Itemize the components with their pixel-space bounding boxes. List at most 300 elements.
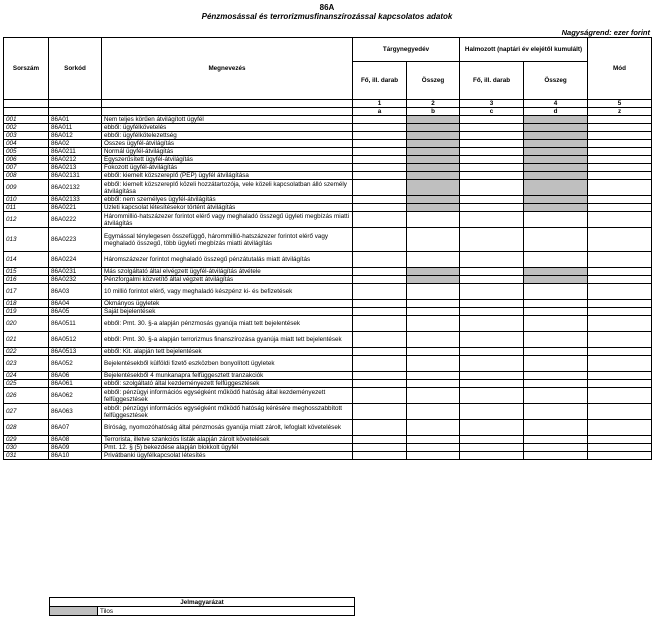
row-sorkod: 86A0221 bbox=[49, 204, 102, 212]
value-cell[interactable] bbox=[588, 388, 652, 404]
page-title: Pénzmosással és terrorizmusfinanszírozással kapcsolatos adatok bbox=[201, 12, 453, 21]
row-sorkod: 86A0222 bbox=[49, 212, 102, 228]
row-sorkod: 86A0512 bbox=[49, 332, 102, 348]
table-row bbox=[4, 172, 652, 180]
row-sorkod: 86A052 bbox=[49, 356, 102, 372]
table-row bbox=[4, 300, 652, 308]
legend-swatch-forbidden bbox=[50, 607, 98, 616]
value-cell[interactable] bbox=[588, 228, 652, 252]
value-cell[interactable] bbox=[524, 116, 588, 124]
value-cell[interactable] bbox=[353, 380, 407, 388]
col-header-osszeg-1: Összeg bbox=[407, 62, 460, 100]
value-cell[interactable] bbox=[353, 204, 407, 212]
value-cell[interactable] bbox=[588, 444, 652, 452]
value-cell[interactable] bbox=[353, 132, 407, 140]
value-cell[interactable] bbox=[407, 252, 460, 268]
row-name: ebből: pénzügyi információs egységként működő hatóság kérésére meghosszabbított felfüggesztések bbox=[102, 404, 353, 420]
value-cell[interactable] bbox=[524, 332, 588, 348]
value-cell[interactable] bbox=[460, 300, 524, 308]
value-cell[interactable] bbox=[407, 132, 460, 140]
col-number: 5 bbox=[588, 100, 652, 108]
row-sorszam: 018 bbox=[4, 300, 49, 308]
value-cell[interactable] bbox=[588, 332, 652, 348]
value-cell[interactable] bbox=[524, 388, 588, 404]
value-cell[interactable] bbox=[588, 380, 652, 388]
value-cell[interactable] bbox=[460, 316, 524, 332]
value-cell[interactable] bbox=[407, 196, 460, 204]
row-sorszam: 023 bbox=[4, 356, 49, 372]
table-row bbox=[4, 380, 652, 388]
table-row bbox=[4, 124, 652, 132]
value-cell[interactable] bbox=[407, 204, 460, 212]
value-cell[interactable] bbox=[524, 372, 588, 380]
table-row bbox=[4, 268, 652, 276]
table-row bbox=[4, 180, 652, 196]
value-cell[interactable] bbox=[588, 124, 652, 132]
row-sorszam: 014 bbox=[4, 252, 49, 268]
value-cell[interactable] bbox=[588, 316, 652, 332]
value-cell[interactable] bbox=[407, 156, 460, 164]
value-cell[interactable] bbox=[460, 180, 524, 196]
col-letter: b bbox=[407, 108, 460, 116]
row-sorkod: 86A01 bbox=[49, 116, 102, 124]
data-table bbox=[3, 37, 652, 460]
row-sorszam: 028 bbox=[4, 420, 49, 436]
row-sorkod: 86A09 bbox=[49, 444, 102, 452]
col-header-halmozott: Halmozott (naptári év elejétől kumulált) bbox=[460, 38, 588, 62]
row-sorszam: 016 bbox=[4, 276, 49, 284]
value-cell[interactable] bbox=[353, 388, 407, 404]
value-cell[interactable] bbox=[588, 436, 652, 444]
value-cell[interactable] bbox=[588, 348, 652, 356]
table-row bbox=[4, 284, 652, 300]
value-cell[interactable] bbox=[524, 196, 588, 204]
row-sorkod: 86A0223 bbox=[49, 228, 102, 252]
value-cell[interactable] bbox=[353, 404, 407, 420]
row-sorkod: 86A02131 bbox=[49, 172, 102, 180]
row-sorkod: 86A063 bbox=[49, 404, 102, 420]
row-sorszam: 022 bbox=[4, 348, 49, 356]
value-cell[interactable] bbox=[460, 452, 524, 460]
table-row bbox=[4, 116, 652, 124]
value-cell[interactable] bbox=[524, 124, 588, 132]
value-cell[interactable] bbox=[353, 348, 407, 356]
value-cell[interactable] bbox=[353, 284, 407, 300]
row-sorszam: 010 bbox=[4, 196, 49, 204]
value-cell[interactable] bbox=[524, 316, 588, 332]
value-cell[interactable] bbox=[460, 436, 524, 444]
col-letter: d bbox=[524, 108, 588, 116]
value-cell[interactable] bbox=[524, 308, 588, 316]
value-cell[interactable] bbox=[407, 452, 460, 460]
value-cell[interactable] bbox=[524, 420, 588, 436]
row-name: Saját bejelentések bbox=[102, 308, 353, 316]
table-row bbox=[4, 356, 652, 372]
value-cell[interactable] bbox=[407, 372, 460, 380]
table-code: 86A bbox=[319, 3, 335, 12]
value-cell[interactable] bbox=[588, 180, 652, 196]
row-sorszam: 007 bbox=[4, 164, 49, 172]
row-sorkod: 86A062 bbox=[49, 388, 102, 404]
row-name: Fokozott ügyfél-átvilágítás bbox=[102, 164, 353, 172]
table-row bbox=[4, 156, 652, 164]
value-cell[interactable] bbox=[407, 436, 460, 444]
value-cell[interactable] bbox=[407, 212, 460, 228]
value-cell[interactable] bbox=[353, 180, 407, 196]
value-cell[interactable] bbox=[460, 164, 524, 172]
row-sorszam: 008 bbox=[4, 172, 49, 180]
value-cell[interactable] bbox=[407, 164, 460, 172]
row-name: ebből: Pmt. 30. §-a alapján terrorizmus finanszírozása gyanúja miatt tett bejelentések bbox=[102, 332, 353, 348]
value-cell[interactable] bbox=[407, 404, 460, 420]
row-name: Pénzforgalmi közvetítő által végzett átvilágítás bbox=[102, 276, 353, 284]
unit-note: Nagyságrend: ezer forint bbox=[561, 28, 650, 37]
value-cell[interactable] bbox=[588, 156, 652, 164]
value-cell[interactable] bbox=[524, 444, 588, 452]
row-sorkod: 86A04 bbox=[49, 300, 102, 308]
row-sorszam: 006 bbox=[4, 156, 49, 164]
row-name: Privátbanki ügyfélkapcsolat létesítés bbox=[102, 452, 353, 460]
table-row bbox=[4, 132, 652, 140]
value-cell[interactable] bbox=[407, 316, 460, 332]
value-cell[interactable] bbox=[588, 372, 652, 380]
value-cell[interactable] bbox=[460, 348, 524, 356]
value-cell[interactable] bbox=[588, 172, 652, 180]
table-row bbox=[4, 196, 652, 204]
value-cell[interactable] bbox=[524, 212, 588, 228]
value-cell[interactable] bbox=[524, 252, 588, 268]
value-cell[interactable] bbox=[460, 252, 524, 268]
table-row bbox=[4, 212, 652, 228]
value-cell[interactable] bbox=[524, 276, 588, 284]
value-cell[interactable] bbox=[524, 164, 588, 172]
legend bbox=[49, 597, 355, 616]
col-header-sorszam: Sorszám bbox=[4, 38, 49, 100]
value-cell[interactable] bbox=[524, 156, 588, 164]
value-cell[interactable] bbox=[460, 148, 524, 156]
value-cell[interactable] bbox=[407, 116, 460, 124]
value-cell[interactable] bbox=[407, 348, 460, 356]
value-cell[interactable] bbox=[460, 156, 524, 164]
value-cell[interactable] bbox=[588, 132, 652, 140]
value-cell[interactable] bbox=[588, 204, 652, 212]
row-sorszam: 005 bbox=[4, 148, 49, 156]
value-cell[interactable] bbox=[407, 380, 460, 388]
value-cell[interactable] bbox=[407, 228, 460, 252]
row-name: ebből: ügyfélkövetelés bbox=[102, 124, 353, 132]
row-sorkod: 86A0513 bbox=[49, 348, 102, 356]
row-sorszam: 026 bbox=[4, 388, 49, 404]
row-name: Háromszázezer forintot meghaladó összegű pénzátutalás miatt átvilágítás bbox=[102, 252, 353, 268]
value-cell[interactable] bbox=[460, 372, 524, 380]
row-sorszam: 030 bbox=[4, 444, 49, 452]
col-header-targynegyedev: Tárgynegyedév bbox=[353, 38, 460, 62]
row-sorkod: 86A011 bbox=[49, 124, 102, 132]
col-number: 2 bbox=[407, 100, 460, 108]
row-name: Egyszerűsített ügyfél-átvilágítás bbox=[102, 156, 353, 164]
col-letter: a bbox=[353, 108, 407, 116]
value-cell[interactable] bbox=[588, 308, 652, 316]
value-cell[interactable] bbox=[524, 348, 588, 356]
value-cell[interactable] bbox=[353, 268, 407, 276]
row-sorszam: 013 bbox=[4, 228, 49, 252]
row-sorkod: 86A02133 bbox=[49, 196, 102, 204]
row-sorkod: 86A03 bbox=[49, 284, 102, 300]
row-name: ebből: ügyfélkötelezettség bbox=[102, 132, 353, 140]
row-sorszam: 027 bbox=[4, 404, 49, 420]
row-sorkod: 86A0213 bbox=[49, 164, 102, 172]
value-cell[interactable] bbox=[407, 172, 460, 180]
value-cell[interactable] bbox=[353, 356, 407, 372]
value-cell[interactable] bbox=[588, 452, 652, 460]
col-header-mod: Mód bbox=[588, 38, 652, 100]
col-header-fo-1: Fő, ill. darab bbox=[353, 62, 407, 100]
value-cell[interactable] bbox=[460, 196, 524, 204]
value-cell[interactable] bbox=[353, 332, 407, 348]
table-row bbox=[4, 148, 652, 156]
row-name: Egymással ténylegesen összefüggő, hárommillió-hatszázezer forintot elérő vagy meghaladó összegű, több ügyleti megbízás miatti átvilágítás bbox=[102, 228, 353, 252]
value-cell[interactable] bbox=[524, 452, 588, 460]
value-cell[interactable] bbox=[407, 308, 460, 316]
value-cell[interactable] bbox=[353, 452, 407, 460]
row-sorszam: 025 bbox=[4, 380, 49, 388]
value-cell[interactable] bbox=[407, 332, 460, 348]
value-cell[interactable] bbox=[353, 124, 407, 132]
row-sorkod: 86A0211 bbox=[49, 148, 102, 156]
row-sorszam: 015 bbox=[4, 268, 49, 276]
value-cell[interactable] bbox=[407, 284, 460, 300]
value-cell[interactable] bbox=[460, 308, 524, 316]
value-cell[interactable] bbox=[460, 140, 524, 148]
table-row bbox=[4, 308, 652, 316]
row-sorszam: 012 bbox=[4, 212, 49, 228]
value-cell[interactable] bbox=[588, 212, 652, 228]
value-cell[interactable] bbox=[460, 332, 524, 348]
col-number: 1 bbox=[353, 100, 407, 108]
row-sorszam: 011 bbox=[4, 204, 49, 212]
value-cell[interactable] bbox=[588, 116, 652, 124]
value-cell[interactable] bbox=[407, 356, 460, 372]
value-cell[interactable] bbox=[353, 420, 407, 436]
row-name: Bejelentésekből külföldi fizető eszközben bonyolított ügyletek bbox=[102, 356, 353, 372]
row-name: Más szolgáltató által elvégzett ügyfél-átvilágítás átvétele bbox=[102, 268, 353, 276]
row-name: ebből: Pmt. 30. §-a alapján pénzmosás gyanúja miatt tett bejelentések bbox=[102, 316, 353, 332]
value-cell[interactable] bbox=[353, 164, 407, 172]
value-cell[interactable] bbox=[407, 276, 460, 284]
value-cell[interactable] bbox=[460, 268, 524, 276]
value-cell[interactable] bbox=[407, 444, 460, 452]
row-name: Pmt. 12. § (5) bekezdése alapján blokkolt ügyfél bbox=[102, 444, 353, 452]
row-name: ebből: Kit. alapján tett bejelentések bbox=[102, 348, 353, 356]
value-cell[interactable] bbox=[588, 404, 652, 420]
table-row bbox=[4, 372, 652, 380]
legend-title: Jelmagyarázat bbox=[50, 598, 355, 607]
col-header-osszeg-2: Összeg bbox=[524, 62, 588, 100]
value-cell[interactable] bbox=[407, 148, 460, 156]
value-cell[interactable] bbox=[524, 228, 588, 252]
value-cell[interactable] bbox=[588, 420, 652, 436]
value-cell[interactable] bbox=[524, 380, 588, 388]
value-cell[interactable] bbox=[460, 404, 524, 420]
row-name: ebből: kiemelt közszereplő (PEP) ügyfél átvilágítása bbox=[102, 172, 353, 180]
row-name: Terrorista, illetve szankciós listák alapján zárolt követelések bbox=[102, 436, 353, 444]
table-row bbox=[4, 348, 652, 356]
row-sorszam: 031 bbox=[4, 452, 49, 460]
value-cell[interactable] bbox=[524, 148, 588, 156]
value-cell[interactable] bbox=[524, 300, 588, 308]
row-sorszam: 020 bbox=[4, 316, 49, 332]
row-sorszam: 009 bbox=[4, 180, 49, 196]
value-cell[interactable] bbox=[353, 116, 407, 124]
value-cell[interactable] bbox=[588, 140, 652, 148]
value-cell[interactable] bbox=[588, 276, 652, 284]
row-sorkod: 86A02 bbox=[49, 140, 102, 148]
value-cell[interactable] bbox=[460, 380, 524, 388]
row-name: Normál ügyfél-átvilágítás bbox=[102, 148, 353, 156]
table-row bbox=[4, 404, 652, 420]
row-sorkod: 86A0212 bbox=[49, 156, 102, 164]
value-cell[interactable] bbox=[524, 268, 588, 276]
row-sorszam: 003 bbox=[4, 132, 49, 140]
row-name: ebből: szolgáltató által kezdeményezett felfüggesztések bbox=[102, 380, 353, 388]
value-cell[interactable] bbox=[588, 148, 652, 156]
row-sorkod: 86A0511 bbox=[49, 316, 102, 332]
value-cell[interactable] bbox=[407, 124, 460, 132]
table-row bbox=[4, 228, 652, 252]
row-sorszam: 019 bbox=[4, 308, 49, 316]
legend-label: Tilos bbox=[98, 607, 355, 616]
table-row bbox=[4, 164, 652, 172]
value-cell[interactable] bbox=[460, 228, 524, 252]
value-cell[interactable] bbox=[460, 388, 524, 404]
row-sorkod: 86A05 bbox=[49, 308, 102, 316]
col-letter: c bbox=[460, 108, 524, 116]
row-sorkod: 86A10 bbox=[49, 452, 102, 460]
row-name: Okmányos ügyletek bbox=[102, 300, 353, 308]
table-row bbox=[4, 276, 652, 284]
value-cell[interactable] bbox=[407, 300, 460, 308]
row-sorszam: 002 bbox=[4, 124, 49, 132]
value-cell[interactable] bbox=[407, 140, 460, 148]
row-name: ebből: kiemelt közszereplő közeli hozzátartozója, vele közeli kapcsolatban álló személy átvilágítása bbox=[102, 180, 353, 196]
value-cell[interactable] bbox=[588, 284, 652, 300]
table-row bbox=[4, 316, 652, 332]
value-cell[interactable] bbox=[460, 444, 524, 452]
value-cell[interactable] bbox=[460, 420, 524, 436]
row-sorkod: 86A0224 bbox=[49, 252, 102, 268]
value-cell[interactable] bbox=[353, 228, 407, 252]
value-cell[interactable] bbox=[588, 268, 652, 276]
table-row bbox=[4, 420, 652, 436]
value-cell[interactable] bbox=[460, 284, 524, 300]
row-name: Nem teljes körűen átvilágított ügyfél bbox=[102, 116, 353, 124]
value-cell[interactable] bbox=[588, 356, 652, 372]
value-cell[interactable] bbox=[353, 308, 407, 316]
value-cell[interactable] bbox=[524, 132, 588, 140]
value-cell[interactable] bbox=[588, 300, 652, 308]
col-letter: z bbox=[588, 108, 652, 116]
value-cell[interactable] bbox=[524, 436, 588, 444]
value-cell[interactable] bbox=[460, 212, 524, 228]
value-cell[interactable] bbox=[524, 204, 588, 212]
value-cell[interactable] bbox=[524, 172, 588, 180]
value-cell[interactable] bbox=[407, 420, 460, 436]
value-cell[interactable] bbox=[353, 140, 407, 148]
row-name: ebből: nem személyes ügyfél-átvilágítás bbox=[102, 196, 353, 204]
value-cell[interactable] bbox=[353, 300, 407, 308]
value-cell[interactable] bbox=[460, 204, 524, 212]
row-name: ebből: pénzügyi információs egységként működő hatóság által kezdeményezett felfüggesztések bbox=[102, 388, 353, 404]
col-header-megnevezes: Megnevezés bbox=[102, 38, 353, 100]
col-header-sorkod: Sorkód bbox=[49, 38, 102, 100]
value-cell[interactable] bbox=[353, 444, 407, 452]
value-cell[interactable] bbox=[588, 164, 652, 172]
row-sorszam: 029 bbox=[4, 436, 49, 444]
row-sorszam: 017 bbox=[4, 284, 49, 300]
value-cell[interactable] bbox=[588, 196, 652, 204]
value-cell[interactable] bbox=[353, 148, 407, 156]
value-cell[interactable] bbox=[407, 268, 460, 276]
value-cell[interactable] bbox=[524, 180, 588, 196]
value-cell[interactable] bbox=[460, 276, 524, 284]
row-name: Bejelentésekből 4 munkanapra felfüggesztett tranzakciók bbox=[102, 372, 353, 380]
value-cell[interactable] bbox=[460, 356, 524, 372]
row-sorkod: 86A02132 bbox=[49, 180, 102, 196]
value-cell[interactable] bbox=[353, 276, 407, 284]
value-cell[interactable] bbox=[407, 388, 460, 404]
value-cell[interactable] bbox=[353, 156, 407, 164]
value-cell[interactable] bbox=[524, 284, 588, 300]
row-name: 10 millió forintot elérő, vagy meghaladó készpénz ki- és befizetések bbox=[102, 284, 353, 300]
value-cell[interactable] bbox=[460, 172, 524, 180]
row-sorszam: 004 bbox=[4, 140, 49, 148]
table-row bbox=[4, 388, 652, 404]
row-sorszam: 001 bbox=[4, 116, 49, 124]
value-cell[interactable] bbox=[353, 196, 407, 204]
row-name: Bíróság, nyomozóhatóság által pénzmosás gyanúja miatt zárolt, lefoglalt követelések bbox=[102, 420, 353, 436]
value-cell[interactable] bbox=[353, 316, 407, 332]
row-sorkod: 86A0232 bbox=[49, 276, 102, 284]
row-sorkod: 86A08 bbox=[49, 436, 102, 444]
value-cell[interactable] bbox=[460, 116, 524, 124]
row-sorkod: 86A0231 bbox=[49, 268, 102, 276]
table-row bbox=[4, 444, 652, 452]
value-cell[interactable] bbox=[524, 356, 588, 372]
col-number: 4 bbox=[524, 100, 588, 108]
value-cell[interactable] bbox=[353, 372, 407, 380]
row-sorkod: 86A012 bbox=[49, 132, 102, 140]
row-name: Összes ügyfél-átvilágítás bbox=[102, 140, 353, 148]
table-row bbox=[4, 204, 652, 212]
value-cell[interactable] bbox=[524, 404, 588, 420]
table-row bbox=[4, 332, 652, 348]
value-cell[interactable] bbox=[353, 212, 407, 228]
value-cell[interactable] bbox=[353, 172, 407, 180]
value-cell[interactable] bbox=[460, 132, 524, 140]
value-cell[interactable] bbox=[407, 180, 460, 196]
value-cell[interactable] bbox=[524, 140, 588, 148]
row-name: Üzleti kapcsolat létesítésekor történt átvilágítás bbox=[102, 204, 353, 212]
row-sorszam: 021 bbox=[4, 332, 49, 348]
value-cell[interactable] bbox=[588, 252, 652, 268]
row-sorszam: 024 bbox=[4, 372, 49, 380]
value-cell[interactable] bbox=[353, 252, 407, 268]
value-cell[interactable] bbox=[353, 436, 407, 444]
value-cell[interactable] bbox=[460, 124, 524, 132]
row-sorkod: 86A06 bbox=[49, 372, 102, 380]
table-row bbox=[4, 252, 652, 268]
table-row bbox=[4, 140, 652, 148]
